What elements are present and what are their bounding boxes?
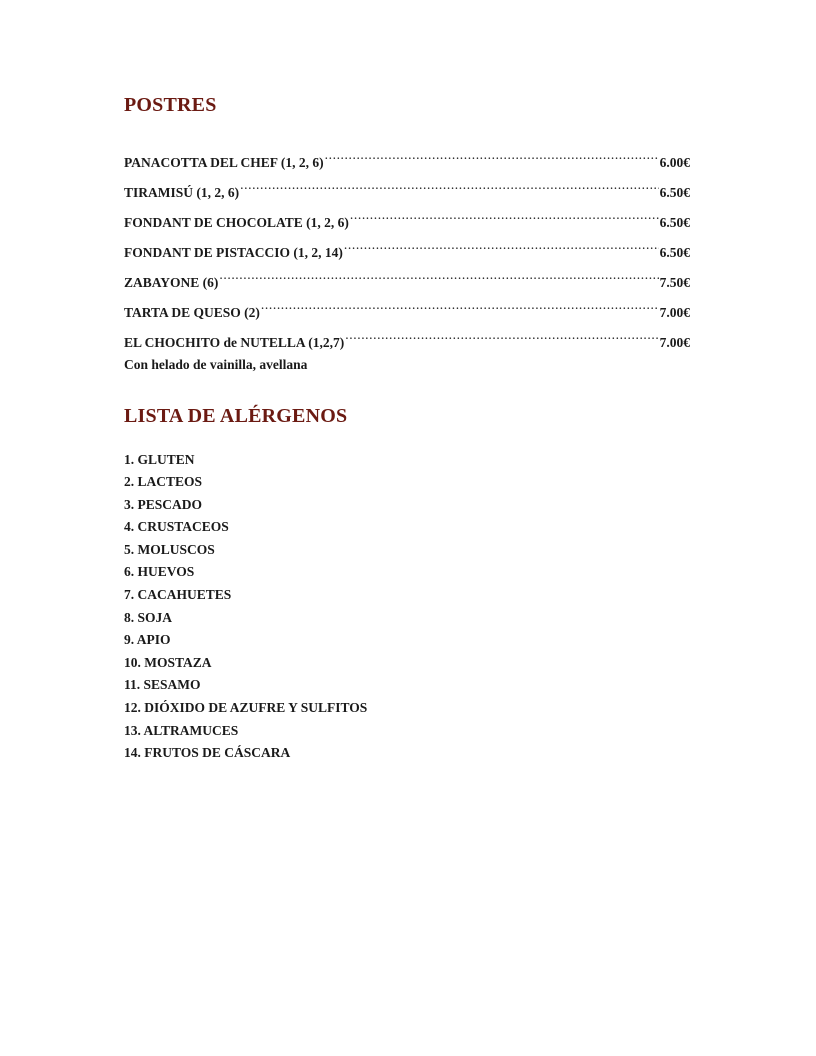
menu-item <box>124 264 690 294</box>
menu-item <box>124 174 690 204</box>
postres-list <box>124 144 690 354</box>
dot-leader <box>240 174 658 197</box>
allergen-item: 1. GLUTEN <box>124 451 195 467</box>
dot-leader <box>345 324 658 347</box>
allergen-item: 2. LACTEOS <box>124 474 203 490</box>
menu-item-price: 7.50€ <box>659 274 690 290</box>
menu-item-price: 6.50€ <box>659 244 690 260</box>
menu-item-name: EL CHOCHITO de NUTELLA (1,2,7) <box>124 334 345 350</box>
allergen-item: 6. HUEVOS <box>124 564 195 580</box>
menu-item <box>124 294 690 324</box>
allergen-item: 10. MOSTAZA <box>124 654 212 670</box>
menu-item-price: 7.00€ <box>659 304 690 320</box>
allergen-list <box>124 449 690 765</box>
alergenos-heading: LISTA DE ALÉRGENOS <box>124 404 348 427</box>
menu-item-name: TARTA DE QUESO (2) <box>124 304 260 320</box>
menu-item-name: FONDANT DE CHOCOLATE (1, 2, 6) <box>124 214 349 230</box>
menu-item <box>124 234 690 264</box>
menu-item-price: 6.50€ <box>659 184 690 200</box>
menu-item <box>124 324 690 354</box>
allergen-item: 5. MOLUSCOS <box>124 541 215 557</box>
menu-item-name: FONDANT DE PISTACCIO (1, 2, 14) <box>124 244 343 260</box>
dot-leader <box>325 144 659 167</box>
menu-item-name: TIRAMISÚ (1, 2, 6) <box>124 184 240 200</box>
allergen-item: 9. APIO <box>124 632 171 648</box>
allergen-item: 12. DIÓXIDO DE AZUFRE Y SULFITOS <box>124 700 368 716</box>
menu-item-price: 7.00€ <box>659 334 690 350</box>
menu-item <box>124 204 690 234</box>
allergen-item: 13. ALTRAMUCES <box>124 722 239 738</box>
menu-item-price: 6.00€ <box>659 154 690 170</box>
menu-item-name: ZABAYONE (6) <box>124 274 219 290</box>
dot-leader <box>350 204 659 227</box>
menu-item-price: 6.50€ <box>659 214 690 230</box>
allergen-item: 8. SOJA <box>124 609 173 625</box>
menu-item <box>124 144 690 174</box>
allergen-item: 4. CRUSTACEOS <box>124 519 229 535</box>
dot-leader <box>219 264 658 287</box>
allergen-item: 3. PESCADO <box>124 496 203 512</box>
dot-leader <box>261 294 659 317</box>
postres-heading: POSTRES <box>124 94 217 116</box>
menu-page <box>124 92 690 765</box>
allergen-item: 11. SESAMO <box>124 677 201 693</box>
allergen-item: 7. CACAHUETES <box>124 587 232 603</box>
menu-item-name: PANACOTTA DEL CHEF (1, 2, 6) <box>124 154 324 170</box>
postres-note: Con helado de vainilla, avellana <box>124 357 308 372</box>
dot-leader <box>344 234 659 257</box>
allergen-item: 14. FRUTOS DE CÁSCARA <box>124 745 291 761</box>
